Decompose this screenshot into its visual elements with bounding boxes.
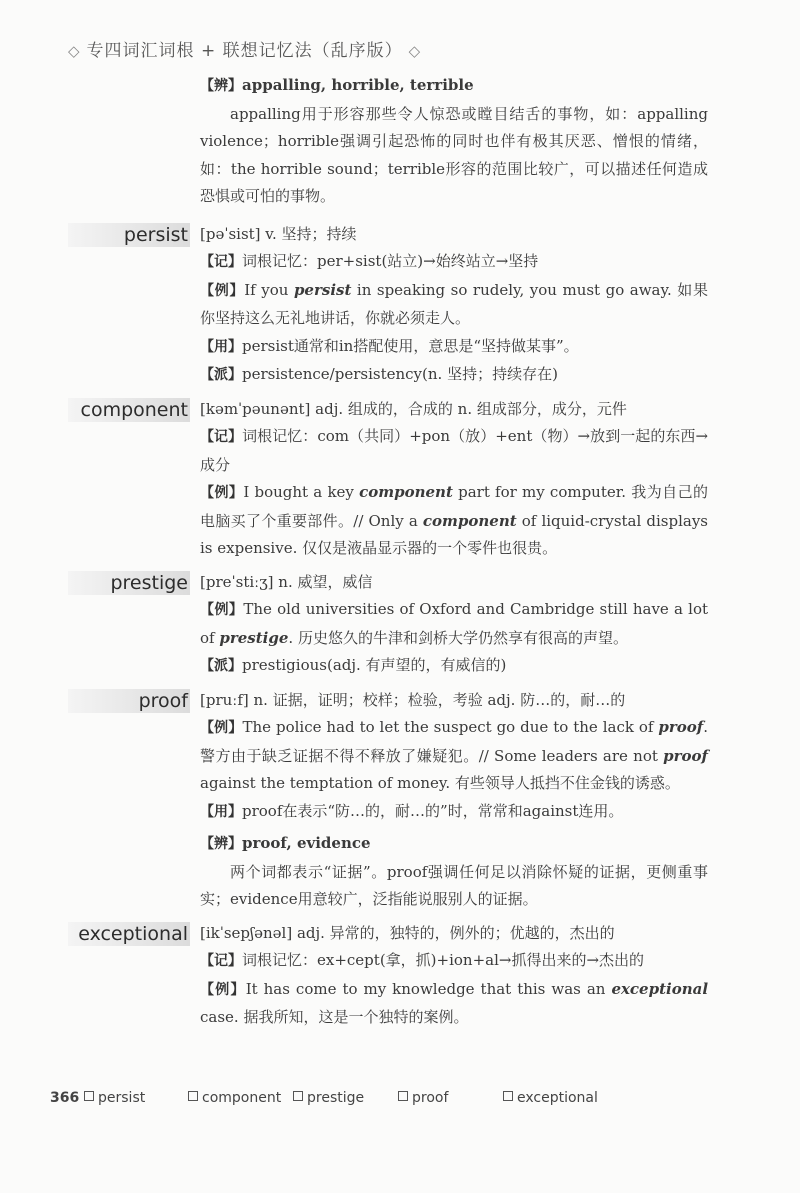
entry-exceptional (0, 920, 800, 1032)
memory-note: 词根记忆：ex+cept(拿，抓)+ion+al→抓得出来的→杰出的 (242, 951, 645, 969)
headword: component (68, 398, 190, 422)
memory-note: 词根记忆：per+sist(站立)→始终站立→坚持 (242, 252, 539, 270)
headword: persist (68, 223, 190, 247)
footer-word-checkbox[interactable] (188, 1090, 281, 1106)
ji-tag: 【 记 】 (200, 953, 242, 969)
pai-tag: 【 派 】 (200, 658, 242, 674)
headword: prestige (68, 571, 190, 595)
example-text: I bought a key (243, 483, 360, 501)
li-tag: 【 例 】 (200, 602, 243, 618)
page-number: 366 (50, 1090, 80, 1106)
headword: proof (68, 689, 190, 713)
footer-word: proof (412, 1090, 449, 1106)
bian-tag: 【 辨 】 (200, 836, 242, 852)
definition: [kəmˈpəunənt] adj. 组成的，合成的 n. 组成部分，成分，元件 (200, 399, 627, 418)
example-keyword: persist (293, 280, 352, 299)
memory-note: 词根记忆：com（共同）+pon（放）+ent（物）→放到一起的东西→成分 (200, 427, 709, 474)
example-text: case. 据我所知，这是一个独特的案例。 (200, 1008, 469, 1026)
ji-tag: 【 记 】 (200, 254, 242, 270)
headword: exceptional (68, 922, 190, 946)
ji-tag: 【 记 】 (200, 429, 242, 445)
li-tag: 【 例 】 (200, 720, 243, 736)
example-keyword: exceptional (611, 979, 709, 998)
usage-note: proof在表示“防…的，耐…的”时，常常和against连用。 (242, 801, 624, 820)
definition: [ikˈsepʃənəl] adj. 异常的，独特的，例外的；优越的，杰出的 (200, 923, 615, 942)
bian-title: proof, evidence (242, 834, 371, 852)
li-tag: 【 例 】 (200, 982, 246, 998)
example-keyword: proof (663, 746, 708, 765)
checkbox-icon[interactable] (503, 1091, 513, 1101)
entry-prestige (0, 569, 800, 681)
example-keyword: prestige (219, 628, 289, 647)
li-tag: 【 例 】 (200, 485, 243, 501)
page-footer (50, 1090, 750, 1106)
diamond-icon: ◇ (68, 42, 81, 60)
derivative-note: prestigious(adj. 有声望的，有威信的) (242, 656, 507, 674)
example-text: . 警方由于缺乏证据不得不释放了嫌疑犯。// Some leaders are not (200, 718, 709, 765)
bian-text: 两个词都表示“证据”。proof强调任何足以消除怀疑的证据，更侧重事实；evidence用意较广，泛指能说服别人的证据。 (200, 862, 708, 908)
checkbox-icon[interactable] (84, 1091, 94, 1101)
footer-word-checkbox[interactable] (503, 1090, 598, 1106)
entry-proof (0, 687, 800, 914)
definition: [pruːf] n. 证据，证明；校样；检验，考验 adj. 防…的，耐…的 (200, 690, 626, 709)
usage-note: persist通常和in搭配使用，意思是“坚持做某事”。 (242, 336, 579, 355)
bian-text: appalling用于形容那些令人惊恐或瞠目结舌的事物，如：appalling violence；horrible强调引起恐怖的同时也伴有极其厌恶、憎恨的情绪，如：the horrible sound；terrible形容的范围比较广，可以描述任何造成恐惧或可怕的事物。 (200, 104, 708, 205)
bian-title: appalling, horrible, terrible (242, 76, 474, 94)
example-keyword: component (422, 511, 517, 530)
yong-tag: 【 用 】 (200, 339, 242, 355)
checkbox-icon[interactable] (398, 1091, 408, 1101)
footer-word: exceptional (517, 1090, 598, 1106)
checkbox-icon[interactable] (293, 1091, 303, 1101)
footer-word: persist (98, 1090, 146, 1106)
example-text: of liquid-crystal displays is expensive. 仅仅是液晶显示器的一个零件也很贵。 (200, 511, 708, 557)
entry-persist (0, 221, 800, 390)
example-text: The police had to let the suspect go due to the lack of (242, 718, 659, 736)
bian-tag: 【 辨 】 (200, 78, 242, 94)
footer-word: component (202, 1090, 282, 1106)
entry-component (0, 396, 800, 563)
footer-word: prestige (307, 1090, 365, 1106)
example-keyword: component (359, 483, 453, 501)
derivative-note: persistence/persistency(n. 坚持；持续存在) (242, 365, 558, 383)
pai-tag: 【 派 】 (200, 367, 242, 383)
diamond-icon: ◇ (408, 42, 422, 60)
example-text: It has come to my knowledge that this was an (245, 979, 612, 998)
checkbox-icon[interactable] (188, 1091, 198, 1101)
page-content (0, 72, 800, 1038)
example-text: against the temptation of money. 有些领导人抵挡不住金钱的诱惑。 (200, 774, 680, 792)
definition: [preˈstiːʒ] n. 威望，威信 (200, 572, 373, 591)
bian-block-appalling (0, 72, 800, 211)
li-tag: 【 例 】 (200, 283, 244, 299)
definition: [pəˈsist] v. 坚持；持续 (200, 224, 357, 243)
footer-word-checkbox[interactable] (293, 1090, 364, 1106)
yong-tag: 【 用 】 (200, 804, 242, 820)
example-text: part for my computer. 我为自己的电脑买了个重要部件。// Only a (200, 483, 709, 530)
example-text: . 历史悠久的牛津和剑桥大学仍然享有很高的声望。 (288, 628, 628, 647)
footer-word-checkbox[interactable] (84, 1090, 145, 1106)
example-text: in speaking so rudely, you must go away. 如果你坚持这么无礼地讲话，你就必须走人。 (200, 280, 708, 327)
example-text: If you (244, 280, 294, 299)
footer-word-checkbox[interactable] (398, 1090, 448, 1106)
example-text: The old universities of Oxford and Cambridge still have a lot of (200, 600, 709, 647)
example-keyword: proof (658, 718, 704, 736)
page-header (62, 36, 427, 61)
header-title: 专四词汇词根 + 联想记忆法（乱序版） (86, 41, 403, 61)
